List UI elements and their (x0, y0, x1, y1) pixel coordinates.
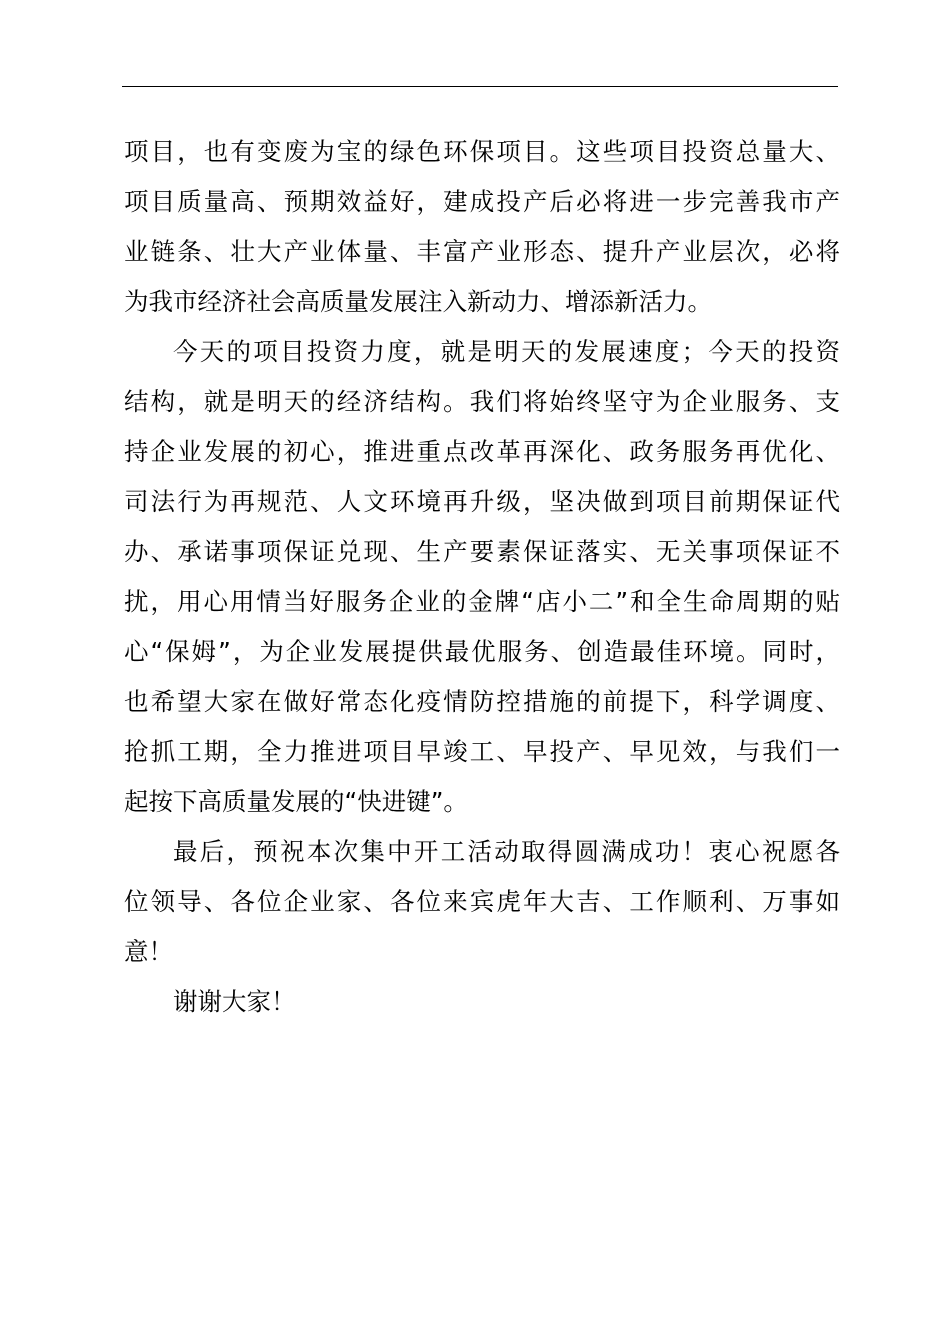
text-line: 持企业发展的初心，推进重点改革再深化、政务服务再优化、 (124, 437, 840, 466)
text-line: 起按下高质量发展的“快进键”。 (124, 787, 468, 816)
text-line: 心“保姆”，为企业发展提供最优服务、创造最佳环境。同时， (124, 637, 840, 666)
text-line: 也希望大家在做好常态化疫情防控措施的前提下，科学调度、 (124, 687, 840, 716)
text-line: 项目，也有变废为宝的绿色环保项目。这些项目投资总量大、 (124, 137, 840, 166)
document-body (124, 127, 840, 1027)
text-line: 最后，预祝本次集中开工活动取得圆满成功！衷心祝愿各 (173, 837, 840, 866)
text-line: 项目质量高、预期效益好，建成投产后必将进一步完善我市产 (124, 187, 840, 216)
closing-line: 谢谢大家！ (173, 987, 296, 1016)
text-line: 结构，就是明天的经济结构。我们将始终坚守为企业服务、支 (124, 387, 840, 416)
text-line: 办、承诺事项保证兑现、生产要素保证落实、无关事项保证不 (124, 537, 840, 566)
text-line: 意！ (124, 937, 173, 966)
text-line: 位领导、各位企业家、各位来宾虎年大吉、工作顺利、万事如 (124, 887, 840, 916)
text-line: 司法行为再规范、人文环境再升级，坚决做到项目前期保证代 (124, 487, 840, 516)
text-line: 今天的项目投资力度，就是明天的发展速度；今天的投资 (173, 337, 840, 366)
text-line: 扰，用心用情当好服务企业的金牌“店小二”和全生命周期的贴 (124, 587, 840, 616)
text-line: 为我市经济社会高质量发展注入新动力、增添新活力。 (124, 287, 712, 316)
header-divider (122, 86, 838, 87)
text-line: 业链条、壮大产业体量、丰富产业形态、提升产业层次，必将 (124, 237, 840, 266)
text-line: 抢抓工期，全力推进项目早竣工、早投产、早见效，与我们一 (124, 737, 840, 766)
